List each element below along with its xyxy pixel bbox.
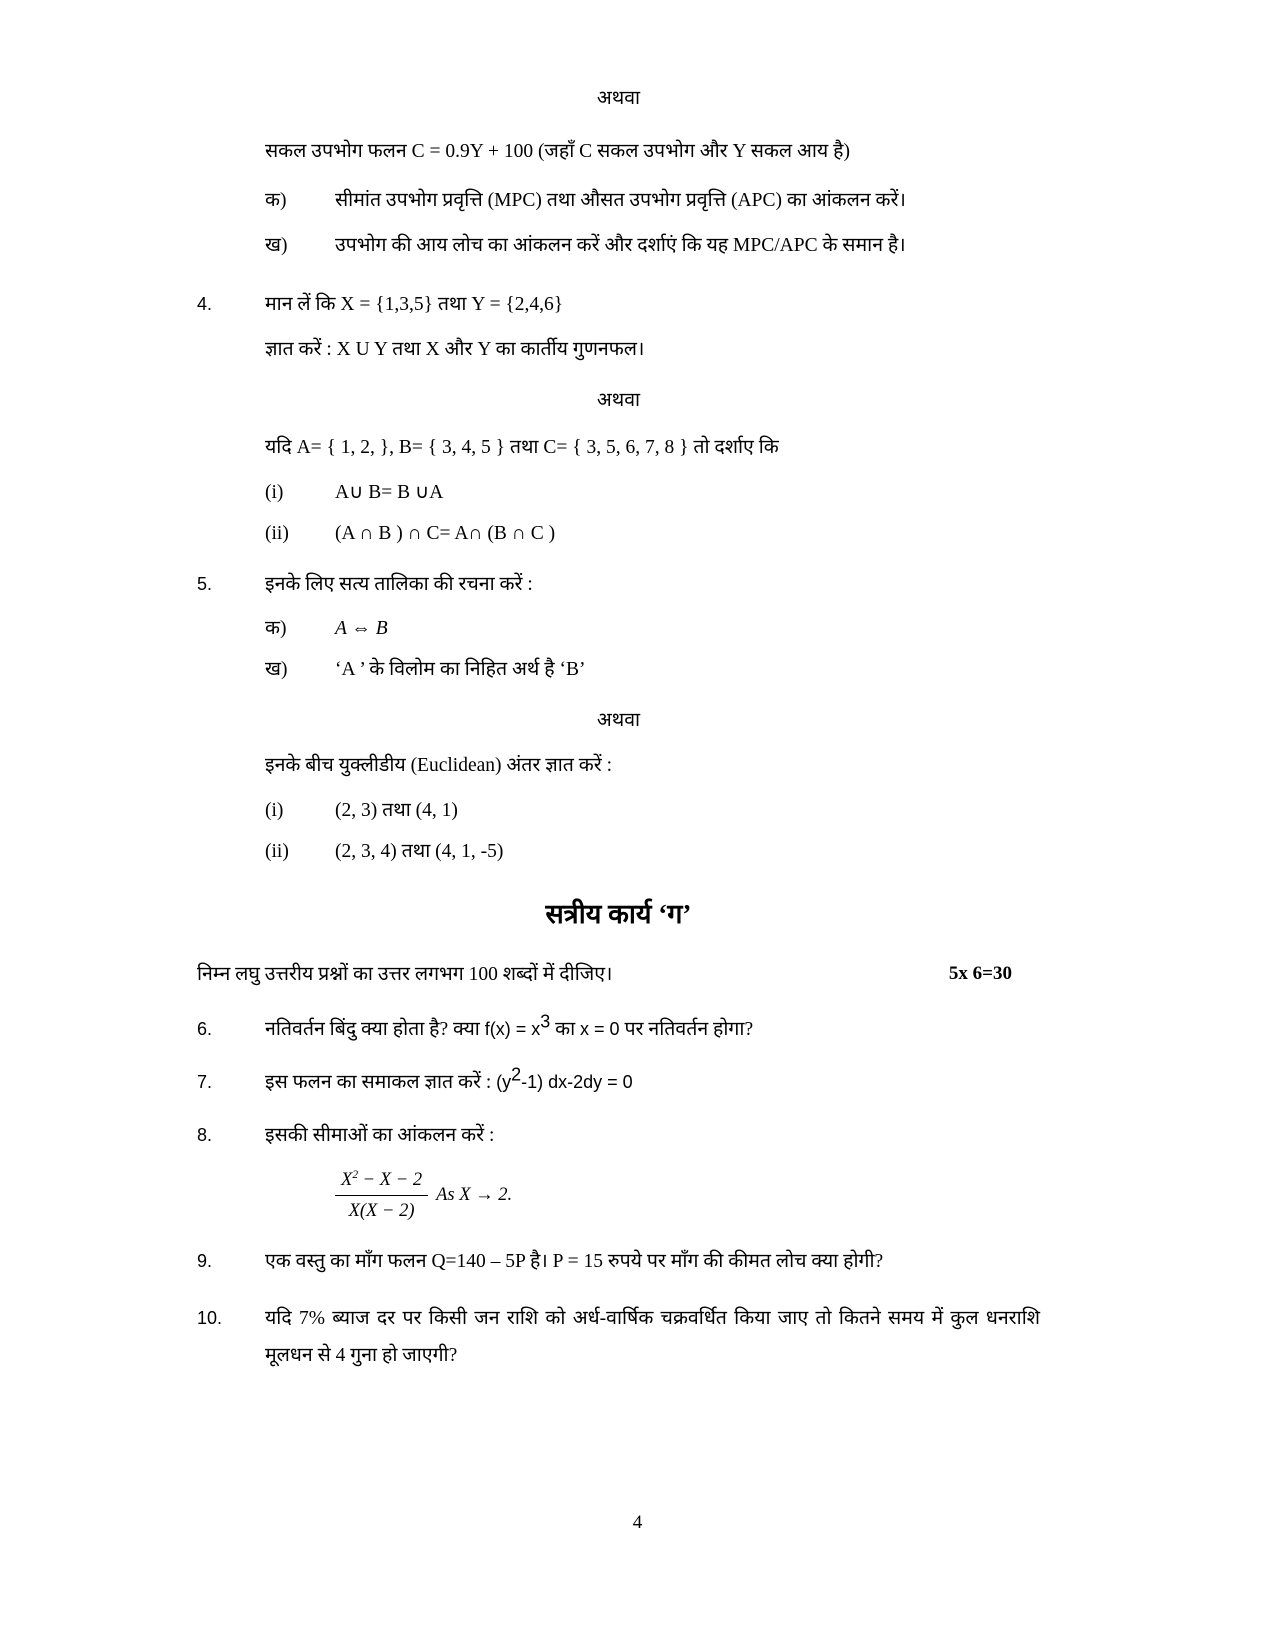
question-number: 5. — [197, 574, 213, 595]
section-instruction-row — [197, 956, 1040, 993]
fraction — [335, 1168, 428, 1223]
consumption-function-intro: सकल उपभोग फलन C = 0.9Y + 100 (जहाँ C सकल उपभोग और Y सकल आय है) — [265, 141, 850, 163]
item-text: A ⇔ B — [335, 617, 388, 639]
exponent: 3 — [540, 1011, 551, 1032]
question-number: 10. — [197, 1307, 223, 1328]
question-number: 8. — [197, 1124, 213, 1145]
question-9 — [197, 1243, 1040, 1280]
exponent: 2 — [352, 1168, 359, 1181]
item-text: (2, 3, 4) तथा (4, 1, -5) — [335, 840, 504, 862]
item-text: सीमांत उपभोग प्रवृत्ति (MPC) तथा औसत उपभोग प्रवृत्ति (APC) का आंकलन करें। — [335, 190, 906, 212]
exponent: 2 — [511, 1064, 522, 1085]
item-label: ख) — [265, 658, 288, 680]
marks-label: 5x 6=30 — [948, 962, 1012, 984]
question-7 — [197, 1064, 1040, 1101]
list-item — [265, 651, 1040, 688]
item-label: (i) — [265, 799, 284, 821]
or-divider-1: अथवा — [596, 88, 641, 109]
section-instruction: निम्न लघु उत्तरीय प्रश्नों का उत्तर लगभग 100 शब्दों में दीजिए। — [197, 963, 613, 985]
question-5 — [197, 566, 1040, 603]
question-text: इसकी सीमाओं का आंकलन करें : — [265, 1124, 495, 1146]
item-text: उपभोग की आय लोच का आंकलन करें और दर्शाएं कि यह MPC/APC के समान है। — [335, 235, 906, 257]
item-label: (ii) — [265, 523, 289, 545]
item-text: (A ∩ B ) ∩ C= A∩ (B ∩ C ) — [335, 523, 556, 545]
question-text: इस फलन का समाकल ज्ञात करें : $(y^2-1) dx-2dy = 0$ — [265, 1064, 633, 1093]
item-text: (2, 3) तथा (4, 1) — [335, 799, 458, 821]
question-4-alt-intro: यदि A= { 1, 2, }, B= { 3, 4, 5 } तथा C= { 3, 5, 6, 7, 8 } तो दर्शाए कि — [265, 437, 779, 459]
or-divider-3: अथवा — [596, 709, 641, 731]
item-label: ख) — [265, 235, 288, 257]
question-number: 9. — [197, 1250, 213, 1271]
limit-condition: As X → 2. — [436, 1184, 513, 1205]
list-item — [265, 792, 1040, 829]
question-8 — [197, 1117, 1040, 1154]
item-text: ‘A ’ के विलोम का निहित अर्थ है ‘B’ — [335, 658, 586, 680]
question-number: 6. — [197, 1018, 213, 1039]
fraction-denominator: X(X − 2) — [348, 1200, 415, 1221]
section-heading: सत्रीय कार्य ‘ग’ — [545, 898, 692, 929]
question-4-line2: ज्ञात करें : X U Y तथा X और Y का कार्तीय गुणनफल। — [265, 339, 645, 361]
list-item — [265, 182, 1040, 219]
question-5-alt-intro: इनके बीच युक्लीडीय (Euclidean) अंतर ज्ञात करें : — [265, 754, 613, 776]
question-text: यदि 7% ब्याज दर पर किसी जन राशि को अर्ध-वार्षिक चक्रवर्धित किया जाए तो कितने समय में कुल धनराशि मूलधन से 4 गुना हो जाएगी? — [265, 1307, 1040, 1366]
question-10 — [197, 1300, 1040, 1374]
or-divider-2: अथवा — [596, 390, 641, 412]
list-item — [265, 474, 1040, 511]
list-item — [265, 610, 1040, 647]
item-label: क) — [265, 190, 287, 212]
list-item — [265, 227, 1040, 264]
item-label: (ii) — [265, 840, 289, 862]
limit-expression — [335, 1168, 1040, 1223]
item-text: A∪ B= B ∪A — [335, 482, 444, 504]
question-text: मान लें कि X = {1,3,5} तथा Y = {2,4,6} — [265, 294, 564, 316]
item-label: क) — [265, 617, 287, 639]
list-item — [265, 515, 1040, 552]
question-text: एक वस्तु का माँग फलन Q=140 – 5P है। P = 15 रुपये पर माँग की कीमत लोच क्या होगी? — [265, 1250, 884, 1272]
question-number: 7. — [197, 1071, 213, 1092]
question-number: 4. — [197, 294, 213, 315]
list-item — [265, 833, 1040, 870]
page-number: 4 — [632, 1512, 643, 1533]
item-label: (i) — [265, 482, 284, 504]
question-4 — [197, 286, 1040, 323]
question-6 — [197, 1011, 1040, 1048]
question-text: नतिवर्तन बिंदु क्या होता है? क्या $f(x) = x^3$ का x = 0 पर नतिवर्तन होगा? — [265, 1011, 754, 1040]
question-text: इनके लिए सत्य तालिका की रचना करें : — [265, 574, 533, 596]
fraction-numerator: $X^2 - X - 2$ — [335, 1168, 428, 1196]
